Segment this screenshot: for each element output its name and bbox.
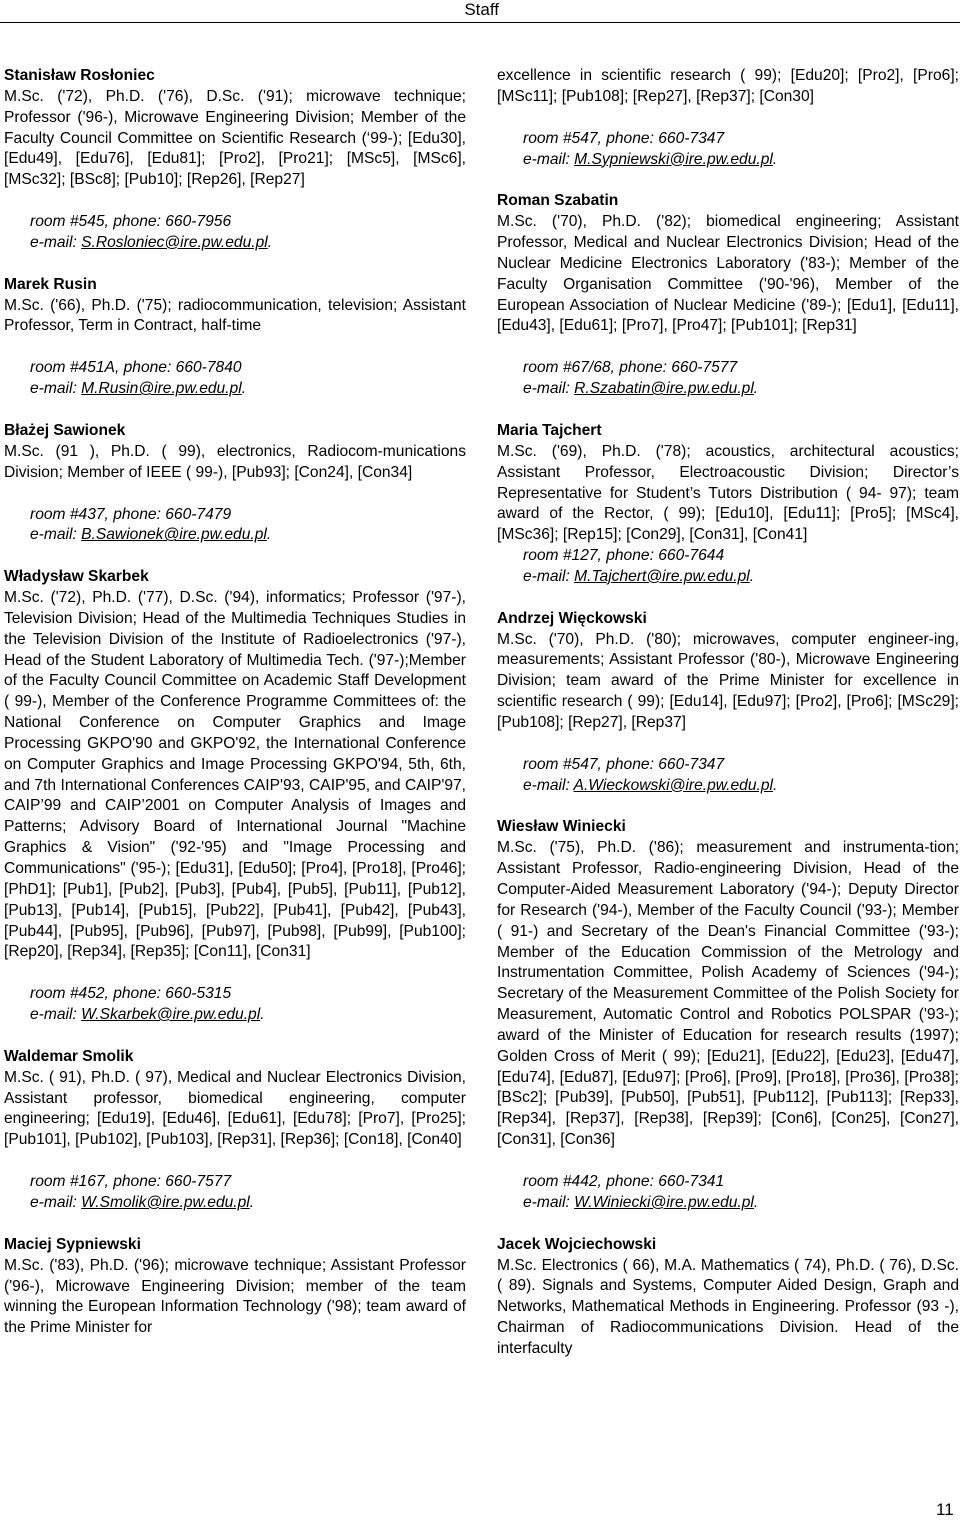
- email-suffix: .: [260, 1006, 265, 1024]
- staff-entry: [4, 66, 466, 254]
- staff-contact: [497, 150, 959, 171]
- staff-bio: M.Sc. ('70), Ph.D. ('82); biomedical engineering; Assistant Professor, Medical and Nuclear Electronics Division; Head of the Nuclear Medicine Electronics Laboratory ('83-); Member of the Faculty Organisation Committee ('90-'96), Member of the European Association of Nuclear Medicine ('89-); [Edu1], [Edu11], [Edu43], [Edu61]; [Pro7], [Pro47]; [Pub101]; [Rep31]: [497, 213, 959, 335]
- staff-email-link[interactable]: A.Wieckowski@ire.pw.edu.pl: [573, 776, 773, 794]
- staff-name: Waldemar Smolik: [4, 1047, 134, 1065]
- staff-room: room #67/68, phone: 660-7577: [523, 359, 738, 377]
- staff-email-link[interactable]: S.Rosloniec@ire.pw.edu.pl: [81, 233, 268, 251]
- email-label: e-mail:: [523, 380, 575, 398]
- email-suffix: .: [772, 776, 778, 794]
- staff-entry-continued: [497, 66, 959, 170]
- staff-entry: [4, 567, 466, 1026]
- staff-name: Marek Rusin: [4, 275, 97, 293]
- email-label: e-mail:: [523, 150, 575, 168]
- staff-entry: [4, 1047, 466, 1214]
- staff-room: room #442, phone: 660-7341: [523, 1172, 725, 1190]
- email-label: e-mail:: [30, 233, 82, 251]
- staff-name: Maciej Sypniewski: [4, 1235, 141, 1253]
- staff-entry: [4, 1235, 466, 1339]
- email-label: e-mail:: [523, 776, 574, 794]
- staff-contact: [4, 379, 466, 400]
- header-title: Staff: [464, 0, 499, 19]
- staff-bio: M.Sc. ('69), Ph.D. ('78); acoustics, architectural acoustics; Assistant Professor, Electroacoustic Division; Director’s Representative for Student’s Tutors Distribution ( 94- 97); team award of the Rector, ( 99); [Edu10], [Edu11]; [Pro5]; [MSc4], [MSc36]; [Rep15]; [Con29], [Con31], [Con41]: [497, 442, 959, 544]
- staff-bio: M.Sc. ('70), Ph.D. ('80); microwaves, computer engineer-ing, measurements; Assistant Professor ('80-), Microwave Engineering Division; team award of the Prime Minister for excellence in scientific research ( 99); [Edu14], [Edu97]; [Pro2], [Pro6]; [MSc29]; [Pub108]; [Rep27], [Rep37]: [497, 630, 959, 731]
- staff-room: room #547, phone: 660-7347: [523, 129, 725, 147]
- staff-name: Wiesław Winiecki: [497, 818, 626, 836]
- staff-bio: M.Sc. ( 91), Ph.D. ( 97), Medical and Nuclear Electronics Division, Assistant professor, biomedical engineering, computer engineering; [Edu19], [Edu46], [Edu61], [Edu78]; [Pro7], [Pro25]; [Pub101], [Pub102], [Pub103], [Rep31], [Rep36]; [Con18], [Con40]: [4, 1068, 466, 1149]
- staff-bio: M.Sc. ('72), Ph.D. ('76), D.Sc. ('91); microwave technique; Professor ('96-), Microwave Engineering Division; Member of the Faculty Council Committee on Scientific Research (‘99-); [Edu30], [Edu49], [Edu76], [Edu81]; [Pro2], [Pro21]; [MSc5], [MSc6], [MSc32]; [BSc8]; [Pub10]; [Rep26], [Rep27]: [4, 87, 466, 189]
- staff-contact: [497, 379, 959, 400]
- staff-contact: [4, 233, 466, 254]
- staff-bio: M.Sc. (91 ), Ph.D. ( 99), electronics, Radiocom-munications Division; Member of IEEE ( 99-), [Pub93]; [Con24], [Con34]: [4, 442, 466, 481]
- staff-bio: M.Sc. ('66), Ph.D. ('75); radiocommunication, television; Assistant Professor, Term in Contract, half-time: [4, 296, 466, 335]
- staff-contact: [497, 776, 959, 797]
- staff-name: Jacek Wojciechowski: [497, 1235, 657, 1253]
- staff-name: Stanisław Rosłoniec: [4, 67, 155, 84]
- email-suffix: .: [753, 1193, 759, 1211]
- staff-contact: [4, 1005, 466, 1026]
- staff-room: room #452, phone: 660-5315: [30, 985, 232, 1003]
- staff-bio: M.Sc. ('75), Ph.D. ('86); measurement and instrumenta-tion; Assistant Professor, Radio-engineering Division, Head of the Computer-Aided Measurement Laboratory ('94-); Deputy Director for Research ('94-), Member of the Faculty Council ('93-); Member ( 91-) and Secretary of the Dean's Financial Committee ('93-); Member of the Education Commission of the Metrology and Instrumentation Committee, Polish Academy of Sciences ('94-); Secretary of the Measurement Committee of the Polish Society for Measurement, Automatic Control and Robotics POLSPAR ('93-); award of the Minister of Education for research results (1997); Golden Cross of Merit ( 99); [Edu21], [Edu22], [Edu23], [Edu47], [Edu74], [Edu87], [Edu97]; [Pro6], [Pro9], [Pro18], [Pro36], [Pro38]; [BSc2]; [Pub39], [Pub50], [Pub51], [Pub112], [Pub113]; [Rep33], [Rep34], [Rep37], [Rep38], [Rep39]; [Con6], [Con25], [Con27], [Con31], [Con36]: [497, 839, 959, 1149]
- email-label: e-mail:: [30, 380, 82, 398]
- staff-email-link[interactable]: W.Smolik@ire.pw.edu.pl: [81, 1193, 250, 1211]
- staff-name: Andrzej Więckowski: [497, 609, 647, 627]
- staff-room: room #451A, phone: 660-7840: [30, 359, 242, 377]
- staff-bio: M.Sc. ('83), Ph.D. ('96); microwave technique; Assistant Professor ('96-), Microwave Engineering Division; member of the team winning the European Information Technology ('98); team award of the Prime Minister for: [4, 1256, 466, 1337]
- email-suffix: .: [267, 233, 273, 251]
- staff-name: Maria Tajchert: [497, 421, 602, 439]
- email-suffix: .: [749, 567, 755, 585]
- page-number: 11: [936, 1500, 954, 1519]
- staff-entry: [497, 191, 959, 400]
- staff-bio: M.Sc. Electronics ( 66), M.A. Mathematics ( 74), Ph.D. ( 76), D.Sc. ( 89). Signals and Systems, Computer Aided Design, Graph and Networks, Mathematical Methods in Engineering. Professor (93 -), Chairman of Radiocommunications Division. Head of the interfaculty: [497, 1256, 959, 1357]
- staff-entry: [497, 1235, 959, 1360]
- staff-name: Błażej Sawionek: [4, 421, 126, 439]
- email-label: e-mail:: [30, 1193, 82, 1211]
- staff-room: room #167, phone: 660-7577: [30, 1173, 232, 1191]
- email-suffix: .: [249, 1193, 255, 1211]
- email-suffix: .: [266, 526, 272, 544]
- staff-email-link[interactable]: B.Sawionek@ire.pw.edu.pl: [81, 526, 267, 544]
- staff-email-link[interactable]: M.Rusin@ire.pw.edu.pl: [81, 380, 242, 398]
- staff-bio: M.Sc. ('72), Ph.D. ('77), D.Sc. ('94), informatics; Professor ('97-), Television Division; Head of the Multimedia Techniques Studies in the Television Division of the Institute of Radioelectronics ('97-), Head of the Student Laboratory of Multimedia Tech. ('97-);Member of the Faculty Council Committee on Academic Staff Development ( 99-), Member of the Conference Programme Committees of: the National Conference on Computer Graphics and Image Processing GKPO'90 and GKPO'92, the International Conference on Computer Graphics and Image Processing GKPO'94, 5th, 6th, and 7th International Conferences CAIP'93, CAIP'95, and CAIP'97, CAIP’99 and CAIP’2001 on Computer Analysis of Images and Patterns; Advisory Board of International Journal "Machine Graphics & Vision" ('92-'95) and "Image Processing and Communications" ('95-); [Edu31], [Edu50]; [Pro4], [Pro18], [Pro46]; [PhD1]; [Pub1], [Pub2], [Pub3], [Pub4], [Pub5], [Pub11], [Pub12], [Pub13], [Pub14], [Pub15], [Pub22], [Pub41], [Pub42], [Pub43], [Pub44], [Pub95], [Pub96], [Pub97], [Pub98], [Pub99], [Pub100]; [Rep20], [Rep34], [Rep35]; [Con11], [Con31]: [4, 589, 466, 961]
- staff-contact: [497, 567, 959, 588]
- right-column: [497, 66, 959, 1360]
- staff-email-link[interactable]: W.Winiecki@ire.pw.edu.pl: [574, 1193, 754, 1211]
- staff-room: room #547, phone: 660-7347: [523, 755, 725, 773]
- staff-entry: [4, 275, 466, 400]
- email-label: e-mail:: [523, 1193, 575, 1211]
- staff-entry: [497, 817, 959, 1213]
- email-suffix: .: [753, 380, 759, 398]
- staff-room: room #127, phone: 660-7644: [523, 547, 725, 565]
- email-suffix: .: [772, 150, 778, 168]
- staff-name: Władysław Skarbek: [4, 568, 149, 586]
- staff-contact: [4, 1193, 466, 1214]
- staff-contact: [497, 1193, 959, 1214]
- page-header: [0, 0, 960, 23]
- staff-room: room #437, phone: 660-7479: [30, 505, 232, 523]
- email-label: e-mail:: [30, 526, 82, 544]
- staff-room: room #545, phone: 660-7956: [30, 213, 232, 231]
- email-label: e-mail:: [30, 1006, 82, 1024]
- staff-email-link[interactable]: R.Szabatin@ire.pw.edu.pl: [574, 380, 754, 398]
- email-suffix: .: [241, 380, 247, 398]
- staff-bio-continuation: excellence in scientific research ( 99); [Edu20]; [Pro2], [Pro6]; [MSc11]; [Pub108]; [Rep27], [Rep37]; [Con30]: [497, 67, 959, 105]
- staff-contact: [4, 525, 466, 546]
- staff-entry: [497, 421, 959, 588]
- left-column: [4, 66, 466, 1339]
- staff-name: Roman Szabatin: [497, 192, 619, 210]
- staff-email-link[interactable]: W.Skarbek@ire.pw.edu.pl: [81, 1006, 261, 1024]
- staff-email-link[interactable]: M.Sypniewski@ire.pw.edu.pl: [574, 150, 773, 168]
- staff-entry: [4, 421, 466, 546]
- email-label: e-mail:: [523, 567, 575, 585]
- staff-entry: [497, 609, 959, 797]
- staff-email-link[interactable]: M.Tajchert@ire.pw.edu.pl: [574, 567, 750, 585]
